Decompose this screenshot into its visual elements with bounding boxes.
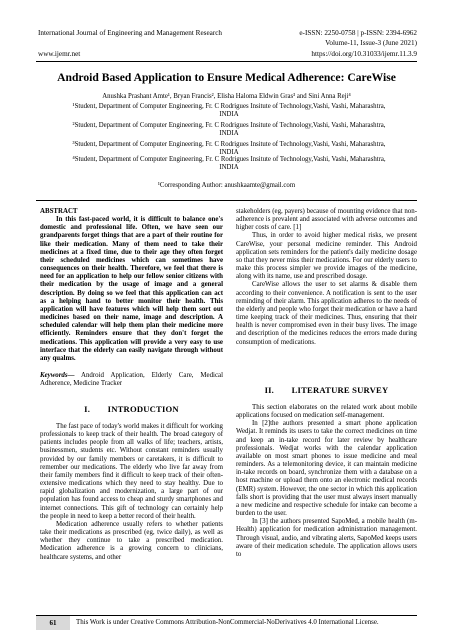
author-list: Anushka Prashant Amte¹, Bryan Francis², Elisha Haloma Eldwin Gras³ and Sini Anna Reji⁴ — [102, 93, 351, 100]
abstract-heading: ABSTRACT — [40, 208, 78, 215]
affiliation-country: INDIA — [219, 111, 239, 118]
right-column-top — [236, 208, 417, 347]
affiliation-text: ⁴Student, Department of Computer Engineering, Fr. C Rodrigues Insitute of Technology,Vashi, Vashi, Maharashtra, — [72, 156, 386, 163]
paragraph: Medication adherence usually refers to whether patients take their medications as prescribed (eg, twice daily), as well as whether they continue to take a prescribed medication. Medication adherence is a growing concern to clinicians, healthcare systems, and other — [40, 520, 223, 561]
affiliation-4 — [50, 156, 408, 172]
paragraph: Thus, in order to avoid higher medical risks, we present CareWise, your personal medicine reminder. This Android application sets reminders for the patient's daily medicine dosage so that they never miss their medications. For our elderly users to make this process simpler we provide images of the medicine, along with its name, use and prescribed dosage. — [236, 232, 417, 281]
affiliation-2 — [50, 122, 408, 138]
affiliation-country: INDIA — [219, 164, 239, 171]
license-notice: This Work is under Creative Commons Attribution-NonCommercial-NoDerivatives 4.0 International License. — [76, 619, 379, 626]
page-number: 61 — [36, 616, 70, 630]
affiliation-country: INDIA — [219, 130, 239, 137]
paragraph: In [3] the authors presented SapoMed, a mobile health (m-Health) application for medication administration management. Through visual, audio, and vibrating alerts, SapoMed keeps users aware of their medication schedule. The application allows users to — [236, 518, 417, 558]
journal-website-link[interactable]: www.ijemr.net — [38, 50, 81, 58]
corresponding-author: ¹Corresponding Author: anushkaamte@gmail.com — [157, 182, 296, 189]
affiliation-text: ¹Student, Department of Computer Engineering, Fr. C Rodrigues Insitute of Technology,Vashi, Vashi, Maharashtra, — [72, 103, 386, 110]
affiliation-3 — [50, 141, 408, 157]
paragraph: stakeholders (eg, payers) because of mounting evidence that non-adherence is prevalent and associated with adverse outcomes and higher costs of care. [1] — [236, 208, 417, 232]
affiliation-country: INDIA — [219, 149, 239, 156]
volume-issue: Volume-11, Issue-3 (June 2021) — [325, 39, 417, 47]
introduction-body — [40, 423, 223, 562]
title-divider — [36, 200, 417, 201]
section-heading-introduction: I. INTRODUCTION — [84, 404, 179, 414]
abstract-body: In this fast-paced world, it is difficult to balance one's domestic and professional life. Often, we have seen our grandparents forget things that are a part of their routine for like their medication. Many of them need to take their medicines at a fixed time, due to their age they often forget their scheduled medicines which can sometimes have consequences on their health. Therefore, we feel that there is need for an application to help our fellow senior citizens with their medication by the usage of image and a general description. By doing so we feel that this application can act as a helping hand to better monitor their health. This application will have features which will help them sort out medicines based on their name, image and description. A scheduled calendar will help them plan their medicine more efficiently. Reminders ensure that they don't forget the medications. This application will provide a very easy to use interface that the elderly can easily navigate through without any qualms. — [40, 216, 223, 362]
journal-name: International Journal of Engineering and Management Research — [38, 29, 223, 37]
doi-link[interactable]: https://doi.org/10.31033/ijemr.11.3.9 — [311, 50, 417, 58]
affiliation-text: ³Student, Department of Computer Engineering, Fr. C Rodrigues Insitute of Technology,Vashi, Vashi, Maharashtra, — [72, 141, 386, 148]
paragraph: In [2]the authors presented a smart phone application Wedjat. It reminds its users to take the correct medicines on time and keep an in-take record for later review by healthcare professionals. Wedjat works with the calendar application available on most smart phones to issue medicine and meal reminders. As a telemonitoring device, it can maintain medicine in-take records on board, synchronize them with a database on a host machine or upload them onto an electronic medical records (EMR) system. However, the one sector in which this application falls short is providing that the user must always insert manually a new medicine and respective schedule for intake can become a burden to the user. — [236, 420, 417, 518]
affiliation-1 — [50, 103, 408, 119]
header-divider — [36, 61, 417, 62]
section-heading-literature-survey: II. LITERATURE SURVEY — [264, 385, 389, 395]
paragraph: The fast pace of today's world makes it difficult for working professionals to keep track of their health. The broad category of patients includes people from all walks of life; teachers, artists, businessmen, students etc. Without constant reminders usually provided by our family members or caretakers, it is difficult to remember our medications. The elderly who live far away from their family members find it difficult to keep track of their often-extensive medications which they need to stay healthy. Due to rapid globalization and modernization, a large part of our population has found access to cheap and sturdy smartphones and internet connections. This gift of technology can certainly help the people in need to keep a better record of their health. — [40, 423, 223, 520]
affiliation-text: ²Student, Department of Computer Engineering, Fr. C Rodrigues Insitute of Technology,Vashi, Vashi, Maharashtra, — [72, 122, 386, 129]
keywords-label: Keywords— — [40, 371, 75, 379]
literature-survey-body — [236, 404, 417, 559]
issn: e-ISSN: 2250-0758 | p-ISSN: 2394-6962 — [299, 29, 417, 37]
keywords — [40, 372, 223, 388]
paper-title: Android Based Application to Ensure Medical Adherence: CareWise — [57, 71, 396, 84]
paragraph: CareWise allows the user to set alarms & disable them according to their convenience. A notification is sent to the user reminding of their alarm. This application adheres to the needs of the elderly and people who forget their medication or have a hard time keeping track of their medicines. Thus, ensuring that their health is never compromised even in their busy lives. The image and description of the medicines reduces the errors made during consumption of medications. — [236, 281, 417, 346]
paragraph: This section elaborates on the related work about mobile applications focused on medication self-management. — [236, 404, 417, 420]
abstract-section — [40, 208, 223, 388]
keywords-text: Android Application, Elderly Care, Medical Adherence, Medicine Tracker — [40, 371, 223, 388]
